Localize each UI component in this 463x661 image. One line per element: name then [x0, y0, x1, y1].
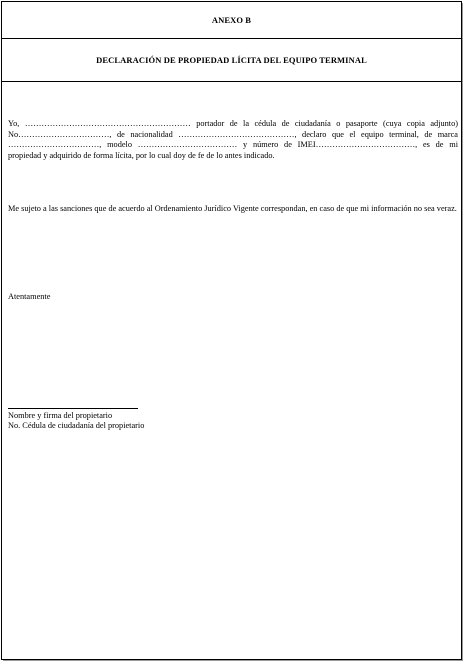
document-page [1, 1, 462, 660]
document-title: DECLARACIÓN DE PROPIEDAD LÍCITA DEL EQUIPO TERMINAL [96, 55, 367, 65]
signature-line [8, 408, 138, 409]
annex-label: ANEXO B [211, 15, 252, 25]
signature-id-label: No. Cédula de ciudadanía del propietario [8, 421, 145, 430]
sanctions-paragraph: Me sujeto a las sanciones que de acuerdo al Ordenamiento Jurídico Vigente correspondan, en caso de que mi información no sea veraz. [8, 204, 457, 213]
declaration-paragraph: Yo, …………………………………………………… portador de la cédula de ciudadanía o pasaporte (cuya copia adjunto) No……………………………, de nacionalidad ……………………………………, declaro que el equipo terminal, de marca ……………………………, modelo ……………………………… y número de IMEI………………………………, es de mi propiedad y adquirido de forma lícita, por lo cual doy de fe de lo antes indicado. [8, 119, 458, 160]
title-header [2, 39, 461, 82]
annex-header [2, 2, 461, 39]
signature-name-label: Nombre y firma del propietario [8, 411, 113, 420]
closing-salutation: Atentamente [8, 292, 51, 301]
